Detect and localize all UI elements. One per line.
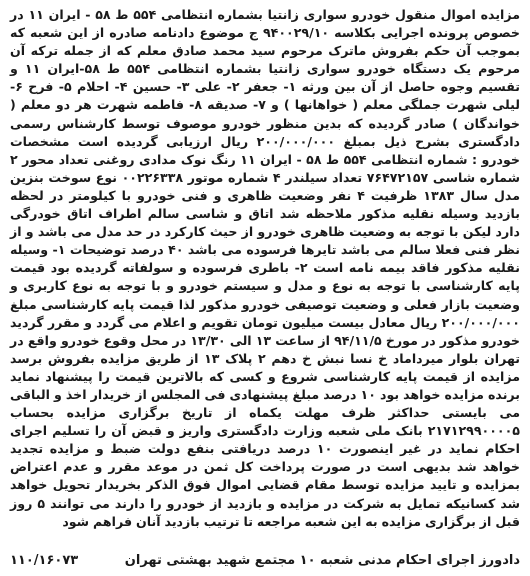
issuer-signature: دادورز اجرای احکام مدنی شعبه ۱۰ مجتمع شهید بهشتی تهران xyxy=(124,553,520,568)
notice-footer xyxy=(10,553,520,568)
auction-notice xyxy=(4,4,526,572)
notice-body-text: مزایده اموال منقول خودرو سواری زانتیا بشماره انتظامی ۵۵۴ ط ۵۸ - ایران ۱۱ در خصوص پرونده اجرایی بکلاسه ۹۴۰۰۲۹/۱۰ ج موضوع دادنامه صادره از این شعبه که بموجب آن حکم بفروش ماترک مرحوم سید محمد صادق معلم که از جمله ترکه آن مرحوم یک دستگاه خودرو سواری زانتیا بشماره انتظامی ۵۵۴ ط ۵۸-ایران ۱۱ و تقسیم وجوه حاصل از آن بین ورثه ۱- جعفر ۲- علی ۳- حسین ۴- احلام ۵- فرح ۶- لیلی شهرت جملگی معلم ( خواهانها ) و ۷- صدیقه ۸- فاطمه شهرت هر دو معلم ( خواندگان ) صادر گردیده که بدین منظور خودرو موصوف توسط کارشناس رسمی دادگستری بشرح ذیل بمبلغ ۲۰۰/۰۰۰/۰۰۰ ریال ارزیابی گردیده است مشخصات خودرو : شماره انتظامی ۵۵۴ ط ۵۸ - ایران ۱۱ رنگ نوک مدادی روغنی تعداد محور ۲ شماره شاسی ۷۶۴۷۲۱۵۷ تعداد سیلندر ۴ شماره موتور ۰۰۲۲۶۳۳۸ نوع سوخت بنزین مدل سال ۱۳۸۳ ظرفیت ۴ نفر وضعیت ظاهری و فنی خودرو با کیلومتر در لحظه بازدید وسیله نقلیه مذکور ملاحظه شد اتاق و شاسی سالم اطراف اتاق خودرگی دارد لیکن با توجه به وضعیت ظاهری خودرو از حیث کارکرد در حد مدل می باشد و از نظر فنی فعلا سالم می باشد تایرها فرسوده می باشد ۴۰ درصد توضیحات ۱- وسیله نقلیه مذکور فاقد بیمه نامه است ۲- باطری فرسوده و سولفاته گردیده بود قیمت پایه کارشناسی با توجه به نوع و مدل و سیستم خودرو و با توجه به نوع کاربری و وضعیت بازار فعلی و وضعیت توصیفی خودرو مذکور لذا قیمت پایه کارشناسی مبلغ ۲۰۰/۰۰۰/۰۰۰ ریال معادل بیست میلیون تومان تقویم و اعلام می گردد و مقرر گردید خودرو مذکور در مورخ ۹۴/۱۱/۵ از ساعت ۱۳ الی ۱۳/۳۰ در محل وقوع خودرو واقع در تهران بلوار میرداماد خ نسا نبش خ دهم ۲ پلاک ۱۳ از طریق مزایده بفروش برسد مزایده از قیمت پایه کارشناسی شروع و کسی که بالاترین قیمت را پیشنهاد نماید برنده مزایده خواهد بود ۱۰ درصد مبلغ پیشنهادی فی المجلس از خریدار اخذ و الباقی می بایستی حداکثر ظرف مهلت یکماه از تاریخ برگزاری مزایده بحساب ۲۱۷۱۲۹۹۰۰۰۰۵ بانک ملی شعبه وزارت دادگستری واریز و قبض آن را تسلیم اجرای احکام نماید در غیر اینصورت ۱۰ درصد دریافتی بنفع دولت ضبط و مزایده تجدید خواهد شد بدیهی است در صورت پرداخت کل ثمن در موعد مقرر و عدم اعتراض بمزایده و تایید مزایده توسط مقام قضایی اموال فوق الذکر بخریدار تحویل خواهد شد کسانیکه تمایل به شرکت در مزایده و بازدید از خودرو را دارند می توانند ۵ روز قبل از برگزاری مزایده به این شعبه مراجعه تا ترتیب بازدید آنان فراهم شود xyxy=(10,7,521,529)
reference-number: ۱۱۰/۱۶۰۷۳ xyxy=(10,553,79,568)
